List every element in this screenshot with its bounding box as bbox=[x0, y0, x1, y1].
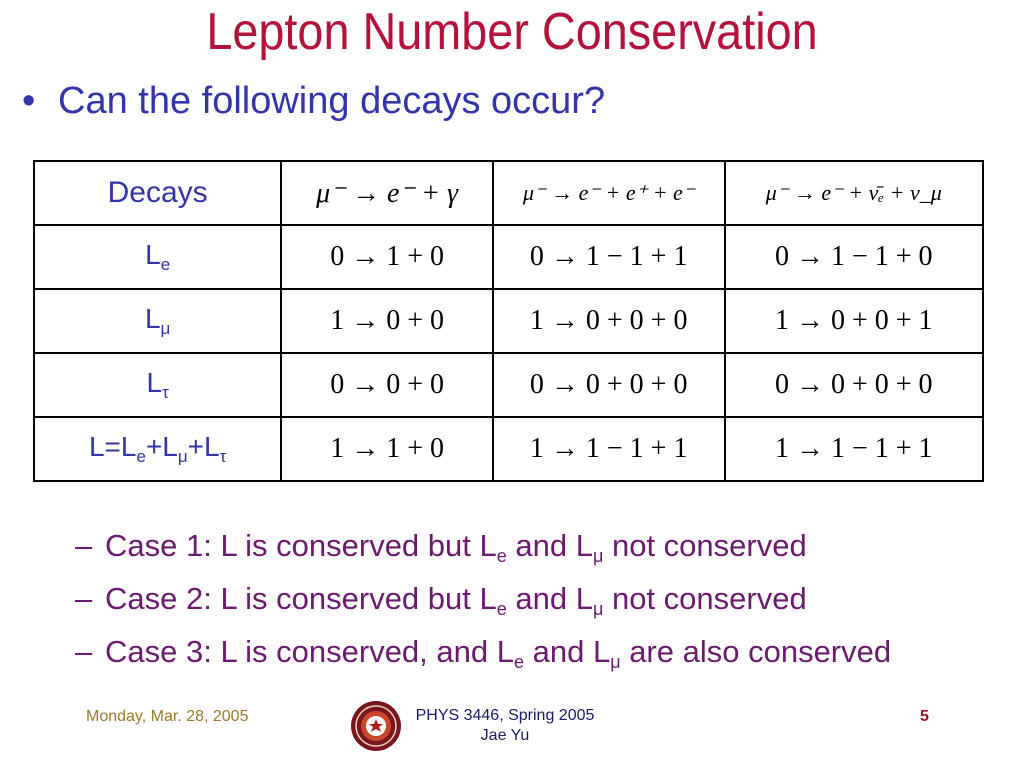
table-row-Le bbox=[34, 225, 983, 289]
lepton-number-table bbox=[33, 160, 984, 482]
table-cell: 1 → 1 − 1 + 1 bbox=[493, 417, 725, 481]
table-cell: 0 → 0 + 0 bbox=[281, 353, 493, 417]
row-label-Ltotal: $L=L_e+L_\mu+L_\tau$ bbox=[34, 417, 281, 481]
table-cell: 1 → 1 + 0 bbox=[281, 417, 493, 481]
cases-list bbox=[75, 528, 891, 687]
table-row-Lmu bbox=[34, 289, 983, 353]
case-item-2: – Case 2: L is conserved but $L_e$ and $L_\mu$ not conserved bbox=[75, 581, 807, 619]
decay-header-2: μ⁻ → e⁻ + e⁺ + e⁻ bbox=[493, 161, 725, 225]
row-label-Lmu: $L_\mu$ bbox=[34, 289, 281, 353]
university-seal-icon bbox=[350, 700, 402, 752]
page-number: 5 bbox=[920, 708, 929, 725]
table-cell: 1 → 0 + 0 + 0 bbox=[493, 289, 725, 353]
table-cell: 0 → 1 − 1 + 1 bbox=[493, 225, 725, 289]
table-row-Ltotal bbox=[34, 417, 983, 481]
row-label-Ltau: $L_\tau$ bbox=[34, 353, 281, 417]
table-cell: 0 → 0 + 0 + 0 bbox=[493, 353, 725, 417]
decay-header-1: μ⁻ → e⁻ + γ bbox=[281, 161, 493, 225]
table-header-row bbox=[34, 161, 983, 225]
footer-date: Monday, Mar. 28, 2005 bbox=[86, 708, 249, 725]
bullet-text: Can the following decays occur? bbox=[58, 80, 606, 122]
row-label-Le: $L_e$ bbox=[34, 225, 281, 289]
decay-header-3: μ⁻ → e⁻ + ν̄ₑ + ν_μ bbox=[725, 161, 984, 225]
header-decays-label: Decays bbox=[34, 161, 281, 225]
table-cell: 1 → 1 − 1 + 1 bbox=[725, 417, 984, 481]
table-cell: 1 → 0 + 0 + 1 bbox=[725, 289, 984, 353]
slide-title: Lepton Number Conservation bbox=[206, 3, 818, 61]
table-cell: 1 → 0 + 0 bbox=[281, 289, 493, 353]
bullet-question bbox=[22, 80, 605, 123]
footer-author: Jae Yu bbox=[480, 727, 530, 744]
footer-course: PHYS 3446, Spring 2005 bbox=[415, 707, 595, 724]
table-cell: 0 → 1 + 0 bbox=[281, 225, 493, 289]
table-cell: 0 → 0 + 0 + 0 bbox=[725, 353, 984, 417]
case-item-1: – Case 1: L is conserved but $L_e$ and $L_\mu$ not conserved bbox=[75, 528, 807, 566]
case-item-3: – Case 3: L is conserved, and $L_e$ and $L_\mu$ are also conserved bbox=[75, 634, 892, 672]
footer-course-info bbox=[405, 706, 605, 746]
table-row-Ltau bbox=[34, 353, 983, 417]
table-cell: 0 → 1 − 1 + 0 bbox=[725, 225, 984, 289]
bullet-dot: • bbox=[22, 80, 36, 122]
